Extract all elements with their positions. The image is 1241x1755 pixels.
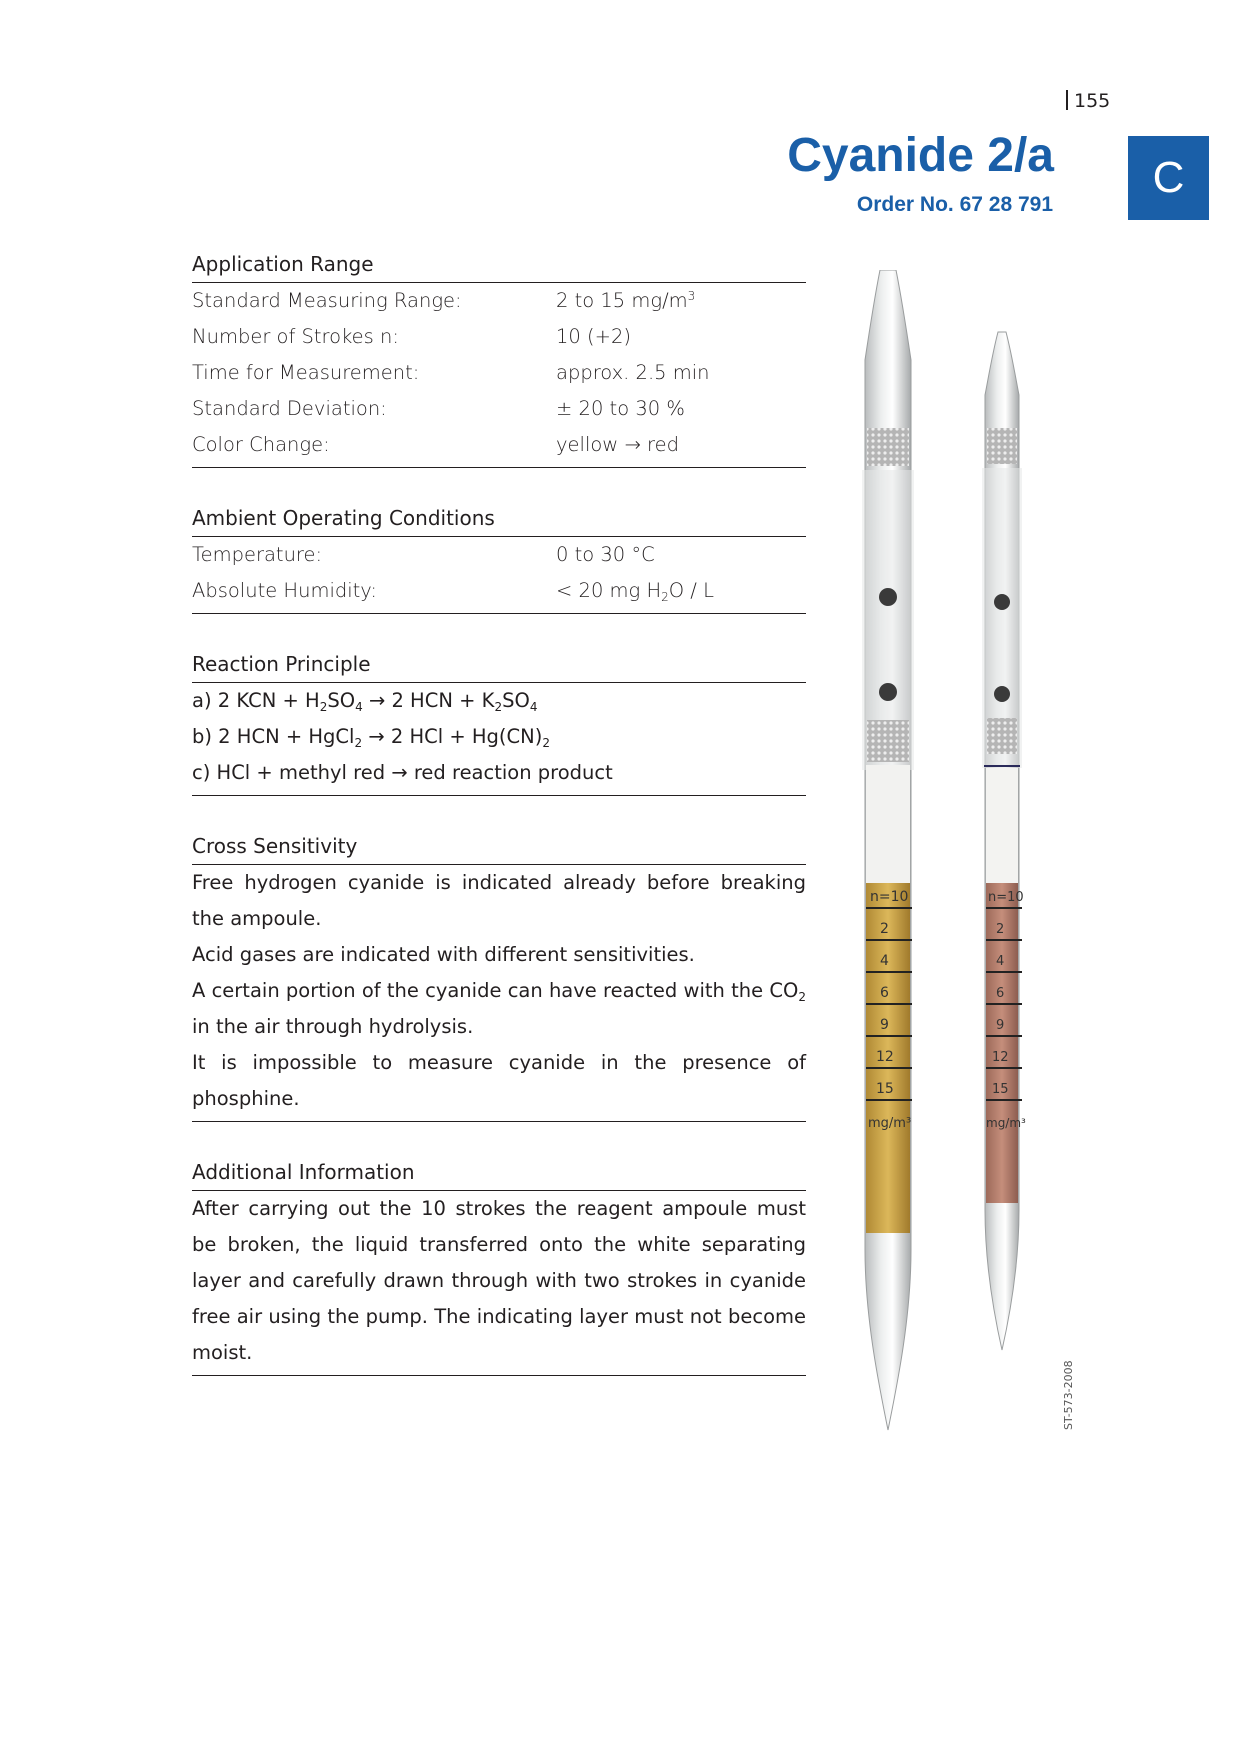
- section-letter-tab: C: [1128, 136, 1209, 220]
- formula-text: → 2 HCl + Hg(CN): [362, 725, 543, 748]
- row-label: Number of Strokes n:: [192, 325, 399, 348]
- row-value: ± 20 to 30 %: [556, 397, 685, 420]
- row-label: Standard Deviation:: [192, 397, 387, 420]
- row-value: [556, 573, 806, 609]
- formula-text: b) 2 HCN + HgCl: [192, 725, 355, 748]
- value-text: O / L: [668, 579, 714, 602]
- paragraph: Acid gases are indicated with different sensitivities.: [192, 943, 695, 966]
- tube-1-white-layer: [866, 765, 910, 883]
- tube-2-mesh-top: [987, 428, 1017, 464]
- row-value: approx. 2.5 min: [556, 361, 710, 384]
- section-heading: Additional Information: [192, 1154, 806, 1191]
- row-value: yellow → red: [556, 433, 679, 456]
- scale-label: 12: [992, 1050, 1009, 1065]
- paragraph-text: in the air through hydrolysis.: [192, 979, 813, 1038]
- section-body: [192, 865, 813, 1122]
- scale-label: 6: [880, 985, 889, 1001]
- section-heading: Cross Sensitivity: [192, 828, 806, 865]
- value-text: < 20 mg H: [556, 579, 662, 602]
- section-heading: Ambient Operating Conditions: [192, 500, 806, 537]
- tube-2-mesh-bottom: [987, 718, 1017, 754]
- row-label: Absolute Humidity:: [192, 579, 377, 602]
- row-label: Standard Measuring Range:: [192, 289, 462, 312]
- scale-label: 15: [992, 1082, 1009, 1097]
- subscript: 2: [661, 590, 669, 604]
- page-number-bar: [1066, 90, 1068, 110]
- detector-tubes-image: [840, 270, 1070, 1445]
- reaction-line-b: [192, 719, 806, 755]
- subscript: 2: [798, 990, 806, 1004]
- scale-label: 9: [996, 1018, 1005, 1033]
- scale-label: 6: [996, 986, 1005, 1001]
- row-label: Color Change:: [192, 433, 330, 456]
- reaction-principle-section: [192, 646, 806, 796]
- paragraph: Free hydrogen cyanide is indicated already before breaking the ampoule.: [192, 871, 806, 930]
- application-range-section: [192, 246, 806, 468]
- paragraph-text: A certain portion of the cyanide can have reacted with the CO: [192, 979, 799, 1002]
- row-label: Time for Measurement:: [192, 361, 420, 384]
- row-value: 10 (+2): [556, 325, 631, 348]
- scale-unit: mg/m³: [986, 1116, 1026, 1130]
- section-heading: Reaction Principle: [192, 646, 806, 683]
- tube-1-mesh-bottom: [867, 720, 909, 762]
- order-number: Order No. 67 28 791: [856, 193, 1053, 216]
- tube-used: [982, 332, 1026, 1350]
- value-text: 2 to 15 mg/m: [556, 289, 688, 312]
- table-row: [192, 355, 806, 391]
- page-title: Cyanide 2/a: [787, 129, 1054, 182]
- superscript: 3: [687, 289, 696, 303]
- tube-2-white-layer: [986, 768, 1018, 883]
- additional-information-section: [192, 1154, 806, 1376]
- subscript: 4: [529, 700, 538, 714]
- row-value: 0 to 30 °C: [556, 543, 655, 566]
- subscript: 2: [319, 700, 328, 714]
- paragraph: After carrying out the 10 strokes the reagent ampoule must be broken, the liquid transferred onto the white separating layer and carefully drawn through with two strokes in cyanide free air using the pump. The indicating layer must not become moist.: [192, 1197, 806, 1364]
- table-row: [192, 391, 806, 427]
- tube-unused: [862, 270, 914, 1430]
- tube-1-dot-2: [879, 683, 897, 701]
- tube-1-dot-1: [879, 588, 897, 606]
- scale-label: 15: [876, 1081, 894, 1097]
- scale-label: n=10: [870, 889, 909, 905]
- ambient-conditions-section: [192, 500, 806, 614]
- section-body: [192, 683, 806, 796]
- section-heading: Application Range: [192, 246, 806, 283]
- scale-label: 12: [876, 1049, 894, 1065]
- table-row: [192, 573, 806, 609]
- section-body: [192, 283, 806, 468]
- scale-label: 4: [880, 953, 889, 969]
- image-credit: ST-573-2008: [1062, 1360, 1075, 1430]
- table-row: [192, 319, 806, 355]
- scale-label: 4: [996, 954, 1005, 969]
- tube-2-dot-1: [994, 594, 1010, 610]
- scale-label: 2: [996, 922, 1005, 937]
- subscript: 2: [542, 736, 550, 750]
- table-row: [192, 537, 806, 573]
- table-row: [192, 283, 806, 319]
- subscript: 4: [355, 700, 363, 714]
- scale-label: 2: [880, 921, 889, 937]
- paragraph: [192, 973, 813, 1045]
- page-number-text: 155: [1074, 90, 1111, 112]
- row-value: [556, 283, 806, 319]
- reaction-line-c: c) HCl + methyl red → red reaction product: [192, 761, 613, 784]
- scale-label: n=10: [988, 890, 1024, 905]
- formula-text: SO: [327, 689, 356, 712]
- tube-2-dot-2: [994, 686, 1010, 702]
- paragraph: It is impossible to measure cyanide in the presence of phosphine.: [192, 1051, 806, 1110]
- main-content: [192, 246, 813, 1408]
- subscript: 2: [494, 700, 503, 714]
- section-body: [192, 1191, 806, 1376]
- row-label: Temperature:: [192, 543, 323, 566]
- formula-text: a) 2 KCN + H: [192, 689, 320, 712]
- cross-sensitivity-section: [192, 828, 813, 1122]
- scale-unit: mg/m³: [868, 1116, 912, 1131]
- subscript: 2: [354, 736, 363, 750]
- page-number: [1066, 90, 1110, 112]
- reaction-line-a: [192, 683, 806, 719]
- formula-text: → 2 HCN + K: [362, 689, 495, 712]
- tube-1-mesh-top: [867, 428, 909, 466]
- section-body: [192, 537, 806, 614]
- table-row: [192, 427, 806, 463]
- formula-text: SO: [502, 689, 530, 712]
- scale-label: 9: [880, 1017, 889, 1033]
